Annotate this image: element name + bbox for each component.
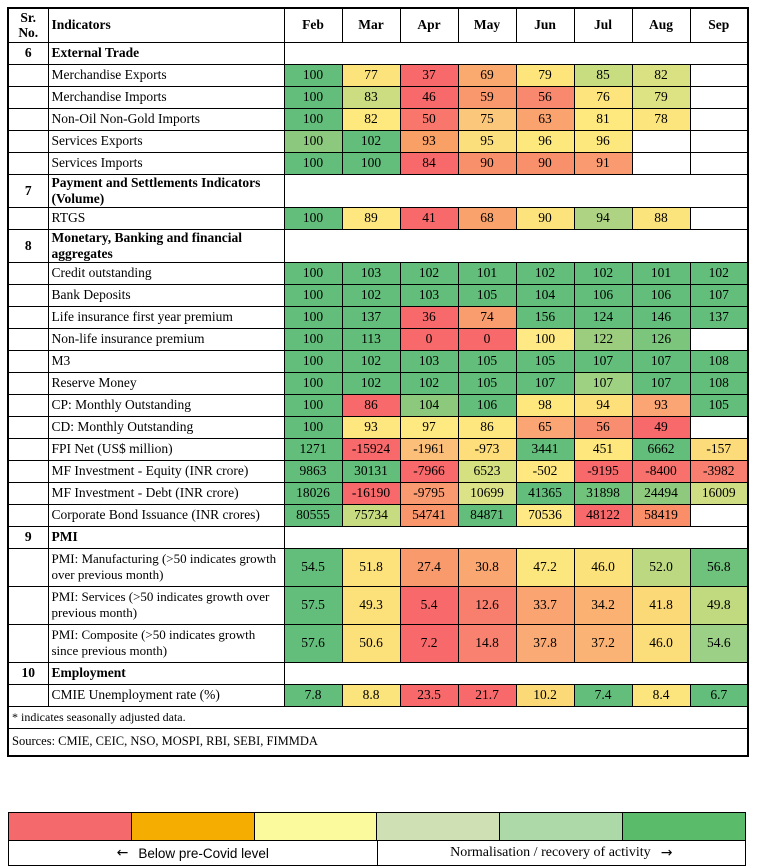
value-cell: 9863 (284, 460, 342, 482)
row-sr-cell (8, 108, 48, 130)
footnote: * indicates seasonally adjusted data. (8, 706, 748, 728)
indicator-label: RTGS (48, 207, 284, 229)
value-cell: 0 (400, 328, 458, 350)
value-cell: 107 (632, 350, 690, 372)
value-cell: 63 (516, 108, 574, 130)
legend-swatch-4 (377, 813, 500, 840)
value-cell: 46.0 (632, 624, 690, 662)
value-cell: 46.0 (574, 548, 632, 586)
value-cell: 50 (400, 108, 458, 130)
value-cell: 57.6 (284, 624, 342, 662)
indicator-label: Services Exports (48, 130, 284, 152)
value-cell: 12.6 (458, 586, 516, 624)
value-cell: 49.8 (690, 586, 748, 624)
header-month-mar: Mar (342, 8, 400, 42)
value-cell: 6523 (458, 460, 516, 482)
value-cell: 100 (284, 284, 342, 306)
value-cell: 90 (516, 207, 574, 229)
indicator-label: Non-life insurance premium (48, 328, 284, 350)
indicator-label: CP: Monthly Outstanding (48, 394, 284, 416)
table-row (8, 438, 748, 460)
value-cell: 37.2 (574, 624, 632, 662)
section-number: 7 (8, 174, 48, 207)
section-blank-cell (284, 662, 748, 684)
row-sr-cell (8, 64, 48, 86)
value-cell (690, 504, 748, 526)
value-cell: 100 (284, 108, 342, 130)
value-cell: 76 (574, 86, 632, 108)
value-cell: 113 (342, 328, 400, 350)
value-cell: 102 (574, 262, 632, 284)
value-cell: 107 (690, 284, 748, 306)
value-cell: 93 (342, 416, 400, 438)
header-month-jul: Jul (574, 8, 632, 42)
indicator-label: Bank Deposits (48, 284, 284, 306)
indicator-label: CMIE Unemployment rate (%) (48, 684, 284, 706)
legend-swatch-3 (255, 813, 378, 840)
value-cell: 103 (400, 284, 458, 306)
value-cell: -157 (690, 438, 748, 460)
value-cell: 23.5 (400, 684, 458, 706)
value-cell: 37.8 (516, 624, 574, 662)
value-cell: 106 (632, 284, 690, 306)
row-sr-cell (8, 306, 48, 328)
indicator-label: Merchandise Imports (48, 86, 284, 108)
footnote-row (8, 706, 748, 728)
row-sr-cell (8, 460, 48, 482)
legend-below-precovid-label: Below pre-Covid level (138, 845, 269, 861)
value-cell: 89 (342, 207, 400, 229)
value-cell: 107 (632, 372, 690, 394)
value-cell: 98 (516, 394, 574, 416)
row-sr-cell (8, 152, 48, 174)
value-cell: -9195 (574, 460, 632, 482)
value-cell: 83 (342, 86, 400, 108)
value-cell (690, 416, 748, 438)
value-cell (690, 207, 748, 229)
value-cell: 6662 (632, 438, 690, 460)
table-row (8, 130, 748, 152)
value-cell: 91 (574, 152, 632, 174)
value-cell: 69 (458, 64, 516, 86)
row-sr-cell (8, 548, 48, 586)
section-row (8, 229, 748, 262)
value-cell: 30.8 (458, 548, 516, 586)
value-cell: 102 (516, 262, 574, 284)
value-cell: -1961 (400, 438, 458, 460)
indicator-label: FPI Net (US$ million) (48, 438, 284, 460)
value-cell: 82 (342, 108, 400, 130)
header-sr-no: Sr. No. (8, 8, 48, 42)
value-cell: 100 (284, 86, 342, 108)
header-month-may: May (458, 8, 516, 42)
value-cell: 68 (458, 207, 516, 229)
value-cell: 100 (342, 152, 400, 174)
value-cell: 100 (284, 262, 342, 284)
indicator-label: MF Investment - Debt (INR crore) (48, 482, 284, 504)
value-cell: 51.8 (342, 548, 400, 586)
value-cell: 75734 (342, 504, 400, 526)
table-row (8, 460, 748, 482)
value-cell: 105 (516, 350, 574, 372)
value-cell: 103 (342, 262, 400, 284)
table-row (8, 548, 748, 586)
value-cell: 100 (284, 306, 342, 328)
value-cell: 8.8 (342, 684, 400, 706)
sources: Sources: CMIE, CEIC, NSO, MOSPI, RBI, SEBI, FIMMDA (8, 728, 748, 756)
section-blank-cell (284, 526, 748, 548)
indicator-label: Merchandise Exports (48, 64, 284, 86)
section-title: External Trade (48, 42, 284, 64)
legend-swatch-2 (132, 813, 255, 840)
row-sr-cell (8, 86, 48, 108)
value-cell: 33.7 (516, 586, 574, 624)
value-cell: 74 (458, 306, 516, 328)
value-cell: 81 (574, 108, 632, 130)
header-month-feb: Feb (284, 8, 342, 42)
section-title: Monetary, Banking and financial aggregates (48, 229, 284, 262)
section-number: 8 (8, 229, 48, 262)
table-row (8, 108, 748, 130)
value-cell: 84 (400, 152, 458, 174)
value-cell: 101 (458, 262, 516, 284)
value-cell: 31898 (574, 482, 632, 504)
row-sr-cell (8, 262, 48, 284)
value-cell: 137 (690, 306, 748, 328)
value-cell: 100 (284, 152, 342, 174)
value-cell: 41.8 (632, 586, 690, 624)
table-row (8, 306, 748, 328)
value-cell: 90 (516, 152, 574, 174)
indicator-label: PMI: Services (>50 indicates growth over previous month) (48, 586, 284, 624)
value-cell (632, 152, 690, 174)
value-cell: 56.8 (690, 548, 748, 586)
value-cell: 451 (574, 438, 632, 460)
section-row (8, 526, 748, 548)
value-cell: 21.7 (458, 684, 516, 706)
legend-labels (8, 841, 746, 866)
table-body (8, 8, 748, 756)
row-sr-cell (8, 350, 48, 372)
value-cell: 88 (632, 207, 690, 229)
table-row (8, 624, 748, 662)
indicator-label: Credit outstanding (48, 262, 284, 284)
row-sr-cell (8, 130, 48, 152)
sources-row (8, 728, 748, 756)
section-row (8, 174, 748, 207)
value-cell: 52.0 (632, 548, 690, 586)
legend-below-precovid (9, 841, 378, 865)
value-cell: 48122 (574, 504, 632, 526)
row-sr-cell (8, 328, 48, 350)
value-cell: 90 (458, 152, 516, 174)
value-cell: 106 (574, 284, 632, 306)
value-cell: 107 (574, 350, 632, 372)
value-cell: 14.8 (458, 624, 516, 662)
section-blank-cell (284, 174, 748, 207)
value-cell: 56 (516, 86, 574, 108)
value-cell: 24494 (632, 482, 690, 504)
value-cell: 16009 (690, 482, 748, 504)
value-cell: 124 (574, 306, 632, 328)
section-number: 9 (8, 526, 48, 548)
table-row (8, 284, 748, 306)
value-cell: 80555 (284, 504, 342, 526)
indicator-label: MF Investment - Equity (INR crore) (48, 460, 284, 482)
value-cell: -15924 (342, 438, 400, 460)
section-row (8, 42, 748, 64)
value-cell: 105 (458, 284, 516, 306)
indicator-label: Services Imports (48, 152, 284, 174)
left-arrow-icon: ← (116, 845, 129, 861)
header-month-sep: Sep (690, 8, 748, 42)
value-cell: 102 (342, 372, 400, 394)
value-cell: 84871 (458, 504, 516, 526)
value-cell: 77 (342, 64, 400, 86)
row-sr-cell (8, 207, 48, 229)
value-cell: 7.2 (400, 624, 458, 662)
value-cell: 41 (400, 207, 458, 229)
table-row (8, 262, 748, 284)
value-cell: 57.5 (284, 586, 342, 624)
value-cell: 94 (574, 207, 632, 229)
value-cell: 156 (516, 306, 574, 328)
value-cell: 7.8 (284, 684, 342, 706)
value-cell: 3441 (516, 438, 574, 460)
table-row (8, 586, 748, 624)
value-cell (632, 130, 690, 152)
value-cell: 37 (400, 64, 458, 86)
section-blank-cell (284, 229, 748, 262)
value-cell: 101 (632, 262, 690, 284)
value-cell: 86 (458, 416, 516, 438)
legend-swatch-1 (9, 813, 132, 840)
section-number: 6 (8, 42, 48, 64)
value-cell: 86 (342, 394, 400, 416)
value-cell: 27.4 (400, 548, 458, 586)
value-cell: 126 (632, 328, 690, 350)
value-cell: 93 (632, 394, 690, 416)
value-cell: -973 (458, 438, 516, 460)
row-sr-cell (8, 416, 48, 438)
value-cell: 100 (284, 416, 342, 438)
header-row (8, 8, 748, 42)
value-cell: 1271 (284, 438, 342, 460)
indicator-label: PMI: Composite (>50 indicates growth since previous month) (48, 624, 284, 662)
value-cell: 96 (574, 130, 632, 152)
value-cell: 85 (574, 64, 632, 86)
row-sr-cell (8, 586, 48, 624)
value-cell: 18026 (284, 482, 342, 504)
row-sr-cell (8, 394, 48, 416)
value-cell: 30131 (342, 460, 400, 482)
section-title: Payment and Settlements Indicators (Volume) (48, 174, 284, 207)
value-cell: 100 (284, 372, 342, 394)
value-cell: 54.6 (690, 624, 748, 662)
value-cell (690, 86, 748, 108)
value-cell: 54741 (400, 504, 458, 526)
value-cell (690, 64, 748, 86)
value-cell: 34.2 (574, 586, 632, 624)
value-cell: 107 (516, 372, 574, 394)
value-cell: 78 (632, 108, 690, 130)
indicator-label: Life insurance first year premium (48, 306, 284, 328)
row-sr-cell (8, 482, 48, 504)
value-cell: 137 (342, 306, 400, 328)
row-sr-cell (8, 504, 48, 526)
value-cell: 50.6 (342, 624, 400, 662)
row-sr-cell (8, 624, 48, 662)
value-cell: 100 (284, 350, 342, 372)
legend-normalisation-label: Normalisation / recovery of activity (450, 845, 651, 860)
value-cell: 46 (400, 86, 458, 108)
indicators-table (7, 7, 749, 757)
header-month-aug: Aug (632, 8, 690, 42)
value-cell: 96 (516, 130, 574, 152)
indicator-label: CD: Monthly Outstanding (48, 416, 284, 438)
table-row (8, 416, 748, 438)
value-cell: 7.4 (574, 684, 632, 706)
value-cell: 104 (400, 394, 458, 416)
value-cell: 108 (690, 372, 748, 394)
value-cell (690, 328, 748, 350)
value-cell: 82 (632, 64, 690, 86)
value-cell: 106 (458, 394, 516, 416)
indicator-label: Reserve Money (48, 372, 284, 394)
section-blank-cell (284, 42, 748, 64)
legend-swatches (8, 812, 746, 841)
value-cell (690, 130, 748, 152)
value-cell: 47.2 (516, 548, 574, 586)
value-cell: 102 (342, 130, 400, 152)
value-cell: 94 (574, 394, 632, 416)
row-sr-cell (8, 438, 48, 460)
value-cell: 102 (400, 372, 458, 394)
value-cell: 79 (516, 64, 574, 86)
value-cell: 102 (400, 262, 458, 284)
section-row (8, 662, 748, 684)
indicator-label: Non-Oil Non-Gold Imports (48, 108, 284, 130)
header-month-jun: Jun (516, 8, 574, 42)
value-cell: 105 (458, 372, 516, 394)
value-cell: 100 (284, 328, 342, 350)
value-cell: 49 (632, 416, 690, 438)
header-indicators: Indicators (48, 8, 284, 42)
value-cell: -3982 (690, 460, 748, 482)
table-row (8, 482, 748, 504)
value-cell: 95 (458, 130, 516, 152)
value-cell (690, 108, 748, 130)
value-cell: 56 (574, 416, 632, 438)
table-row (8, 86, 748, 108)
value-cell: 0 (458, 328, 516, 350)
value-cell: 103 (400, 350, 458, 372)
value-cell: 122 (574, 328, 632, 350)
row-sr-cell (8, 284, 48, 306)
value-cell: 97 (400, 416, 458, 438)
indicator-label: PMI: Manufacturing (>50 indicates growth over previous month) (48, 548, 284, 586)
value-cell: 93 (400, 130, 458, 152)
row-sr-cell (8, 372, 48, 394)
value-cell: 105 (458, 350, 516, 372)
legend-normalisation (378, 841, 746, 865)
legend-swatch-5 (500, 813, 623, 840)
section-number: 10 (8, 662, 48, 684)
table-row (8, 328, 748, 350)
value-cell: 104 (516, 284, 574, 306)
value-cell: 70536 (516, 504, 574, 526)
color-legend (8, 812, 746, 866)
value-cell: 100 (284, 64, 342, 86)
legend-swatch-6 (623, 813, 745, 840)
table-row (8, 504, 748, 526)
row-sr-cell (8, 684, 48, 706)
value-cell: 146 (632, 306, 690, 328)
table-row (8, 64, 748, 86)
value-cell: 6.7 (690, 684, 748, 706)
value-cell: 100 (284, 207, 342, 229)
value-cell: 105 (690, 394, 748, 416)
value-cell: 102 (342, 284, 400, 306)
value-cell: 10.2 (516, 684, 574, 706)
right-arrow-icon: → (660, 845, 673, 861)
value-cell: -502 (516, 460, 574, 482)
indicator-label: M3 (48, 350, 284, 372)
value-cell: 100 (284, 394, 342, 416)
value-cell: 36 (400, 306, 458, 328)
value-cell: 8.4 (632, 684, 690, 706)
value-cell: 65 (516, 416, 574, 438)
indicator-label: Corporate Bond Issuance (INR crores) (48, 504, 284, 526)
table-row (8, 372, 748, 394)
value-cell: 100 (284, 130, 342, 152)
value-cell: 102 (342, 350, 400, 372)
table-row (8, 350, 748, 372)
value-cell: 54.5 (284, 548, 342, 586)
value-cell: 5.4 (400, 586, 458, 624)
header-month-apr: Apr (400, 8, 458, 42)
table-row (8, 684, 748, 706)
section-title: PMI (48, 526, 284, 548)
value-cell: 75 (458, 108, 516, 130)
value-cell (690, 152, 748, 174)
value-cell: 108 (690, 350, 748, 372)
value-cell: 49.3 (342, 586, 400, 624)
value-cell: -16190 (342, 482, 400, 504)
table-row (8, 152, 748, 174)
value-cell: -9795 (400, 482, 458, 504)
value-cell: 58419 (632, 504, 690, 526)
value-cell: 79 (632, 86, 690, 108)
value-cell: 59 (458, 86, 516, 108)
value-cell: 41365 (516, 482, 574, 504)
value-cell: 102 (690, 262, 748, 284)
table-row (8, 207, 748, 229)
section-title: Employment (48, 662, 284, 684)
value-cell: -7966 (400, 460, 458, 482)
value-cell: 10699 (458, 482, 516, 504)
value-cell: 100 (516, 328, 574, 350)
value-cell: -8400 (632, 460, 690, 482)
table-row (8, 394, 748, 416)
value-cell: 107 (574, 372, 632, 394)
